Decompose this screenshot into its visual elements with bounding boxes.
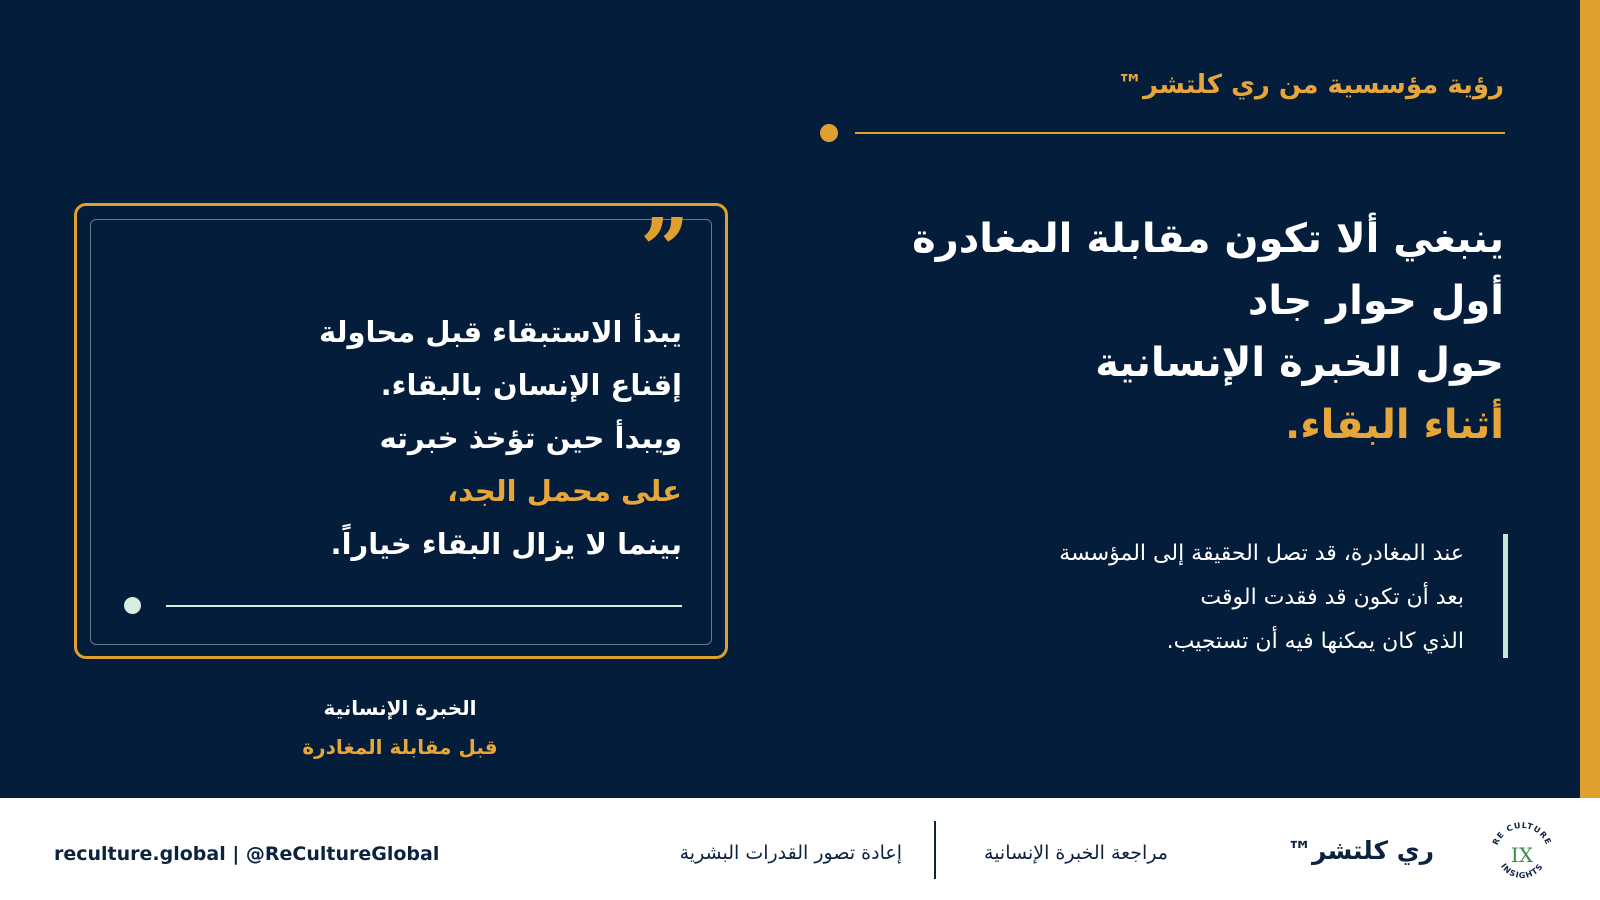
footer-tagline-review: مراجعة الخبرة الإنسانية <box>984 842 1168 864</box>
quote-line: ويبدأ حين تؤخذ خبرته <box>379 421 682 455</box>
caption-title: الخبرة الإنسانية <box>323 696 477 720</box>
headline-line: أول حوار جاد <box>1247 278 1504 324</box>
quote-text <box>319 306 682 571</box>
caption-subtitle: قبل مقابلة المغادرة <box>302 735 498 759</box>
quote-line: يبدأ الاستبقاء قبل محاولة <box>319 315 682 349</box>
headline-line: ينبغي ألا تكون مقابلة المغادرة <box>912 216 1504 262</box>
footer-tagline-reimagine: إعادة تصور القدرات البشرية <box>679 842 902 864</box>
footer-website-link[interactable]: reculture.global | @ReCultureGlobal <box>54 843 440 865</box>
description-line: الذي كان يمكنها فيه أن تستجيب. <box>1166 629 1464 654</box>
kicker-label: رؤية مؤسسية من ري كلتشر™ <box>1117 70 1504 100</box>
logo-bottom-text: INSIGHTS <box>1498 861 1546 881</box>
description-line: عند المغادرة، قد تصل الحقيقة إلى المؤسسة <box>1059 541 1464 566</box>
logo-mark: IX <box>1510 843 1534 867</box>
reculture-logo-icon <box>1484 816 1560 892</box>
quote-line: إقناع الإنسان بالبقاء. <box>380 368 682 402</box>
logo-top-text: RE CULTURE <box>1490 820 1554 847</box>
kicker-dot <box>820 124 838 142</box>
quote-highlight: على محمل الجد، <box>447 474 682 508</box>
footer-divider <box>934 821 936 879</box>
quote-dot <box>124 597 141 614</box>
description <box>1059 532 1464 664</box>
quote-line: بينما لا يزال البقاء خياراً. <box>330 527 682 561</box>
description-line: بعد أن تكون قد فقدت الوقت <box>1200 585 1464 610</box>
headline-line: حول الخبرة الإنسانية <box>1095 340 1504 386</box>
footer-brand: ري كلتشر™ <box>1287 836 1434 865</box>
quote-divider <box>166 605 682 607</box>
quote-icon: ” <box>640 200 690 301</box>
headline <box>912 208 1504 456</box>
headline-highlight: أثناء البقاء. <box>1285 402 1504 448</box>
description-bar <box>1503 534 1508 658</box>
kicker-divider <box>855 132 1505 134</box>
accent-bar <box>1580 0 1600 798</box>
